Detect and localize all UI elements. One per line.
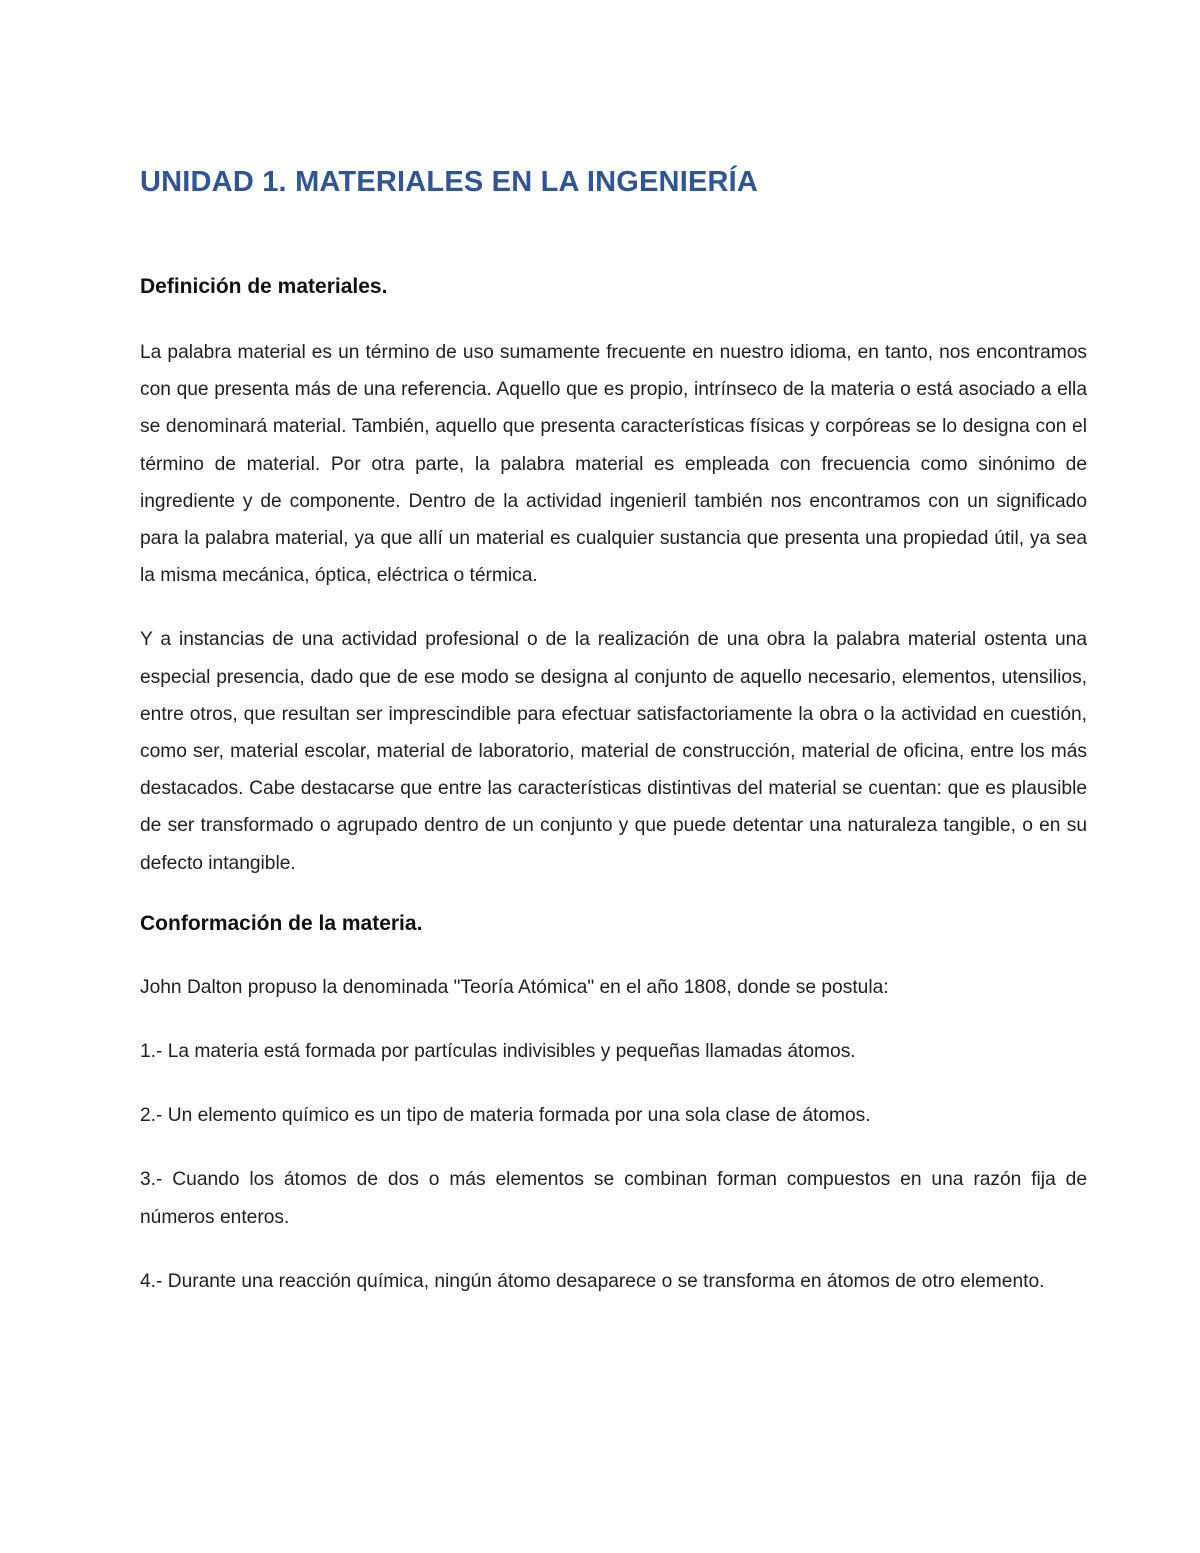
document-content	[140, 160, 1087, 1327]
paragraph-definicion-1: La palabra material es un término de uso sumamente frecuente en nuestro idioma, en tanto, nos encontramos con que presenta más de una referencia. Aquello que es propio, intrínseco de la materia o está asociado a ella se denominará material. También, aquello que presenta características físicas y corpóreas se lo designa con el término de material. Por otra parte, la palabra material es empleada con frecuencia como sinónimo de ingrediente y de componente. Dentro de la actividad ingenieril también nos encontramos con un significado para la palabra material, ya que allí un material es cualquier sustancia que presenta una propiedad útil, ya sea la misma mecánica, óptica, eléctrica o térmica.	[140, 342, 1087, 587]
paragraph-dalton-intro: John Dalton propuso la denominada "Teoría Atómica" en el año 1808, donde se postula:	[140, 976, 889, 998]
section-heading-conformacion: Conformación de la materia.	[140, 911, 423, 935]
list-item-postulate-4: 4.- Durante una reacción química, ningún átomo desaparece o se transforma en átomos de otro elemento.	[140, 1270, 1045, 1292]
paragraph-definicion-2: Y a instancias de una actividad profesional o de la realización de una obra la palabra material ostenta una especial presencia, dado que de ese modo se designa al conjunto de aquello necesario, elementos, utensilios, entre otros, que resultan ser imprescindible para efectuar satisfactoriamente la obra o la actividad en cuestión, como ser, material escolar, material de laboratorio, material de construcción, material de oficina, entre los más destacados. Cabe destacarse que entre las características distintivas del material se cuentan: que es plausible de ser transformado o agrupado dentro de un conjunto y que puede detentar una naturaleza tangible, o en su defecto intangible.	[140, 629, 1087, 874]
list-item-postulate-3: 3.- Cuando los átomos de dos o más elementos se combinan forman compuestos en una razón fija de números enteros.	[140, 1169, 1087, 1228]
document-title: UNIDAD 1. MATERIALES EN LA INGENIERÍA	[140, 166, 759, 198]
section-heading-definicion: Definición de materiales.	[140, 275, 388, 298]
list-item-postulate-1: 1.- La materia está formada por partículas indivisibles y pequeñas llamadas átomos.	[140, 1041, 856, 1063]
list-item-postulate-2: 2.- Un elemento químico es un tipo de materia formada por una sola clase de átomos.	[140, 1105, 871, 1127]
